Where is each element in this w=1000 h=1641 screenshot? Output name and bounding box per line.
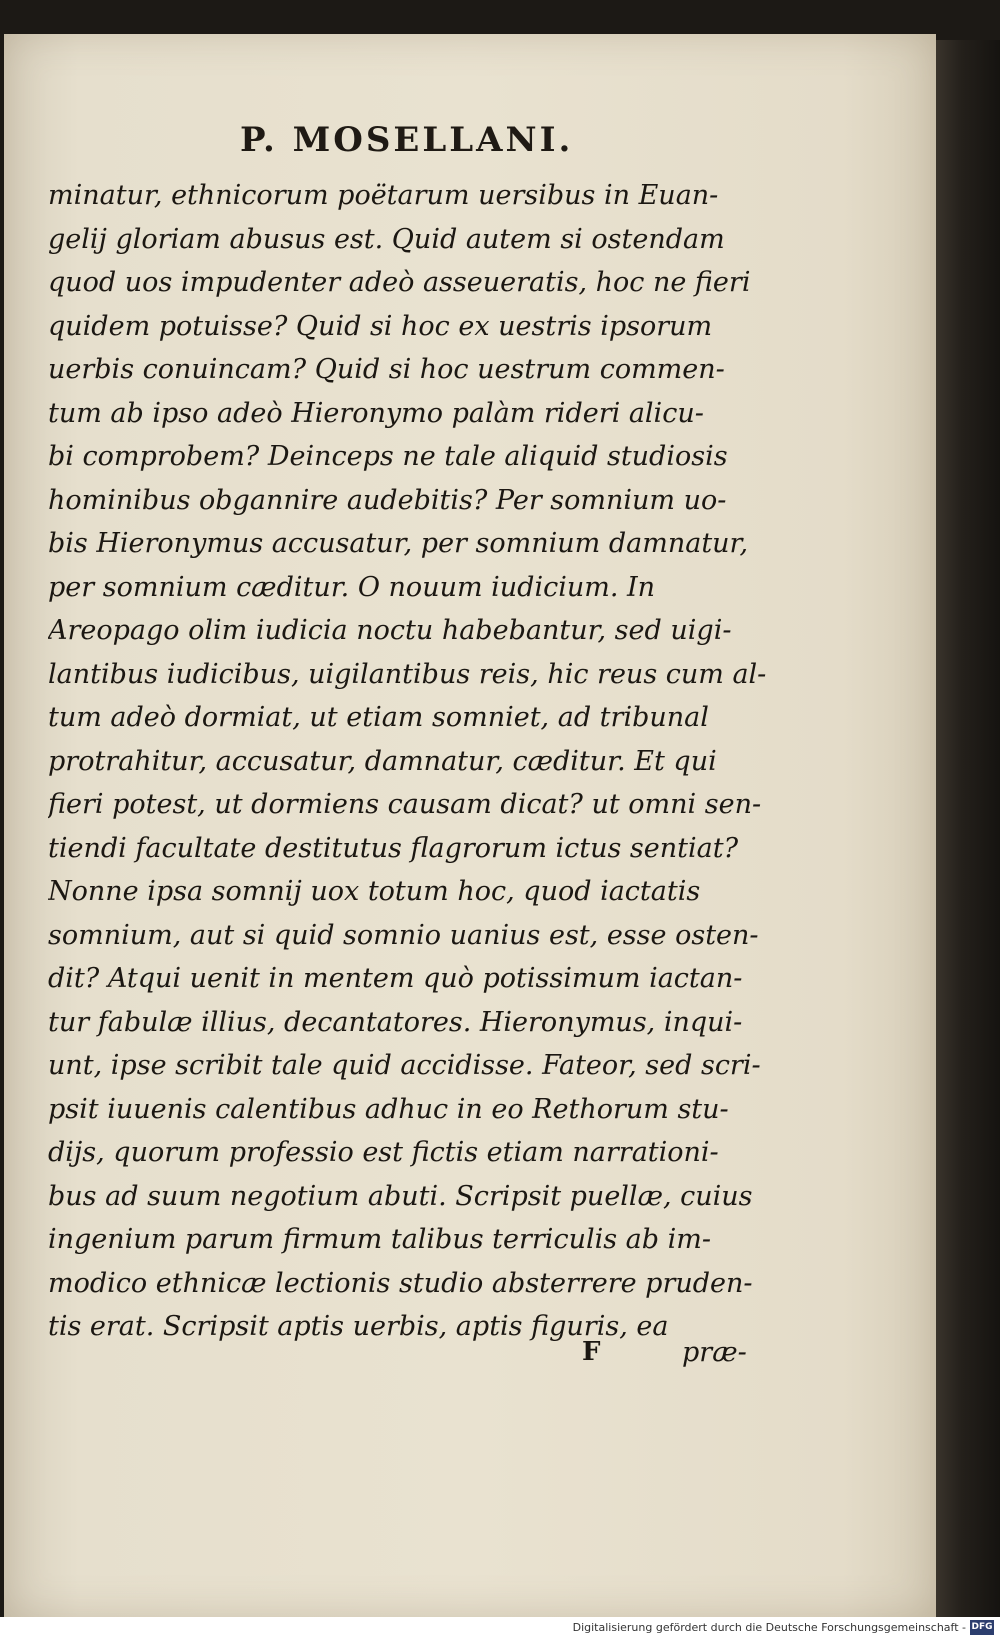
text-line: modico ethnicæ lectionis studio absterrere pruden- — [48, 1267, 753, 1299]
text-line: tis erat. Scripsit aptis uerbis, aptis figuris, ea — [48, 1311, 669, 1342]
text-line: tum adeò dormiat, ut etiam somniet, ad tribunal — [48, 702, 709, 733]
text-line: bi comprobem? Deinceps ne tale aliquid studiosis — [48, 441, 728, 472]
text-line: ingenium parum firmum talibus terriculis ab im- — [48, 1224, 711, 1255]
text-line: quod uos impudenter adeò asseueratis, hoc ne fieri — [48, 267, 751, 298]
page-header — [4, 84, 936, 164]
book-edge — [936, 40, 1000, 1617]
text-line: somnium, aut si quid somnio uanius est, esse osten- — [48, 919, 759, 951]
text-line: per somnium cæditur. O nouum iudicium. In — [48, 571, 656, 603]
text-line: bus ad suum negotium abuti. Scripsit puellæ, cuius — [48, 1180, 753, 1212]
text-line: quidem potuisse? Quid si hoc ex uestris ipsorum — [48, 310, 713, 342]
funding-credit: Digitalisierung gefördert durch die Deutsche Forschungsgemeinschaft - — [572, 1621, 966, 1634]
text-line: dijs, quorum professio est fictis etiam narrationi- — [48, 1137, 719, 1168]
text-line: Nonne ipsa somnij uox totum hoc, quod iactatis — [48, 876, 701, 907]
text-line: tiendi facultate destitutus flagrorum ictus sentiat? — [48, 832, 739, 864]
text-line: psit iuuenis calentibus adhuc in eo Rethorum stu- — [48, 1093, 729, 1125]
catchword-line — [48, 1337, 778, 1377]
catchword: præ- — [682, 1337, 747, 1368]
text-line: Areopago olim iudicia noctu habebantur, sed uigi- — [48, 615, 732, 646]
running-head: P. MOSELLANI. — [240, 120, 574, 160]
text-line: gelij gloriam abusus est. Quid autem si ostendam — [48, 223, 725, 255]
dfg-logo: DFG — [970, 1620, 994, 1635]
text-line: unt, ipse scribit tale quid accidisse. Fateor, sed scri- — [48, 1050, 761, 1081]
text-line: tum ab ipso adeò Hieronymo palàm rideri alicu- — [48, 397, 704, 429]
book-page — [4, 34, 936, 1617]
text-line: dit? Atqui uenit in mentem quò potissimum iactan- — [48, 963, 743, 994]
text-line: minatur, ethnicorum poëtarum uersibus in Euan- — [48, 180, 719, 211]
text-line: hominibus obgannire audebitis? Per somnium uo- — [48, 484, 727, 516]
text-line: protrahitur, accusatur, damnatur, cæditur. Et qui — [48, 745, 717, 777]
text-line: fieri potest, ut dormiens causam dicat? ut omni sen- — [48, 789, 762, 820]
text-line: lantibus iudicibus, uigilantibus reis, hic reus cum al- — [48, 658, 767, 690]
signature-mark: F — [582, 1337, 601, 1367]
footer-bar — [0, 1617, 1000, 1641]
text-line: tur fabulæ illius, decantatores. Hieronymus, inqui- — [48, 1006, 743, 1038]
text-line: bis Hieronymus accusatur, per somnium damnatur, — [48, 528, 749, 559]
text-line: uerbis conuincam? Quid si hoc uestrum commen- — [48, 354, 725, 385]
body-text — [48, 174, 778, 1349]
